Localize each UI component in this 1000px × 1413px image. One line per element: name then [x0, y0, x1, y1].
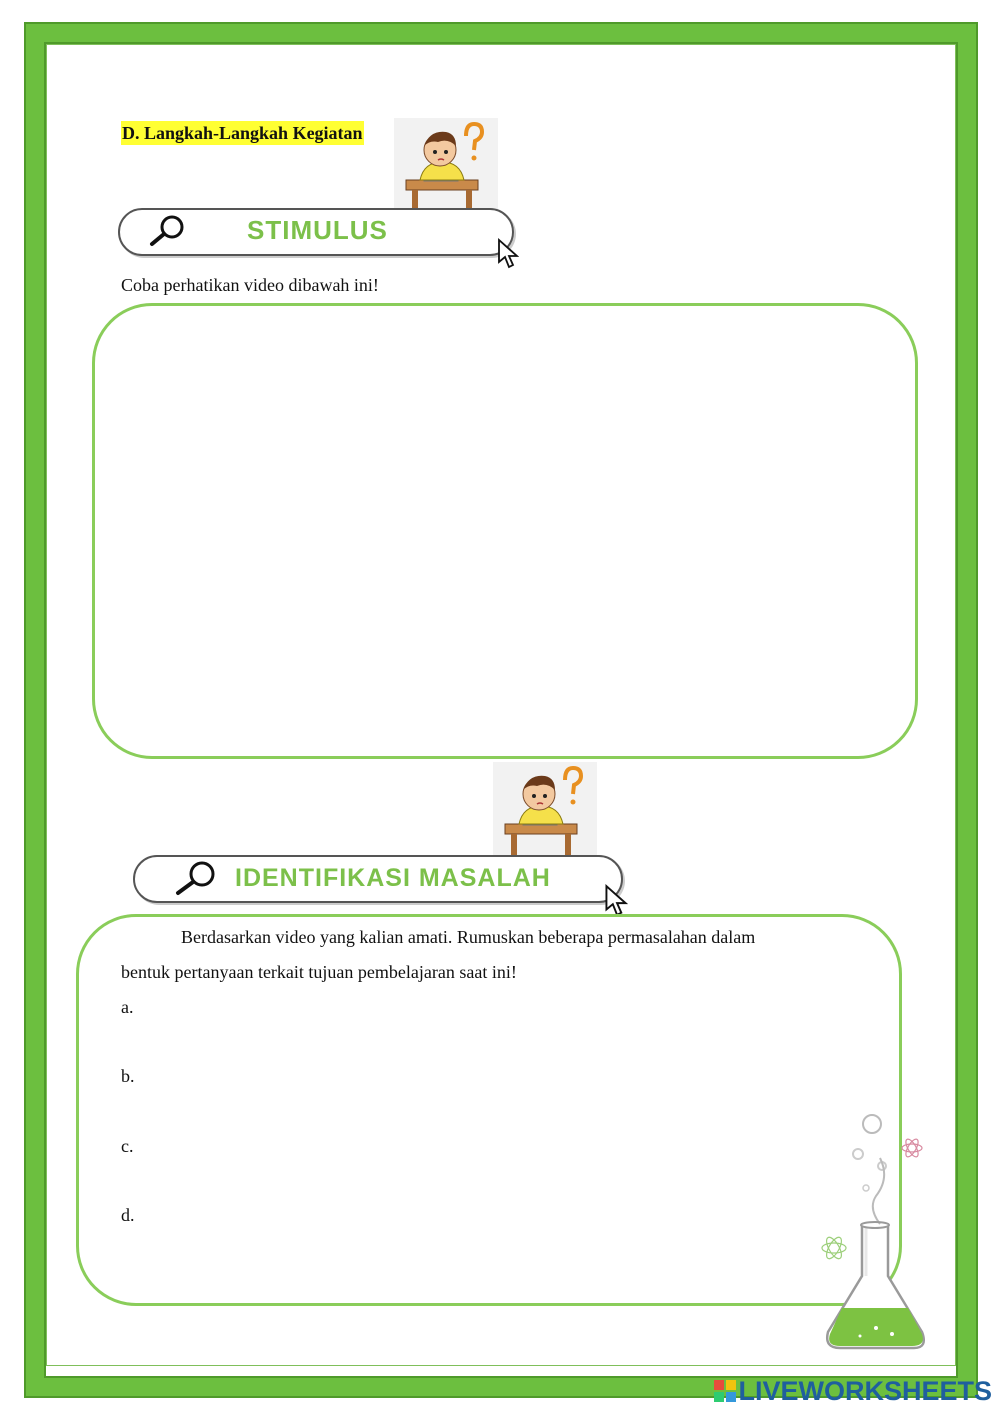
list-item-c: c. — [121, 1136, 134, 1156]
magnifier-icon — [170, 859, 220, 897]
identifikasi-title: IDENTIFIKASI MASALAH — [235, 864, 551, 892]
answer-field-a[interactable] — [150, 993, 870, 1049]
list-item-b: b. — [121, 1066, 135, 1086]
stimulus-instruction: Coba perhatikan video dibawah ini! — [121, 275, 379, 295]
video-placeholder-box[interactable] — [92, 303, 918, 759]
answer-field-c[interactable] — [150, 1132, 870, 1188]
list-item-d: d. — [121, 1205, 135, 1225]
liveworksheets-logo-text: LIVEWORKSHEETS — [738, 1376, 992, 1406]
thinking-student-illustration — [394, 118, 498, 213]
magnifier-icon — [146, 213, 190, 249]
answer-field-d[interactable] — [150, 1201, 870, 1257]
identifikasi-paragraph-line2: bentuk pertanyaan terkait tujuan pembelajaran saat ini! — [121, 962, 517, 982]
list-item-a: a. — [121, 997, 134, 1017]
liveworksheets-logo — [714, 1376, 992, 1407]
cursor-icon — [604, 884, 628, 918]
lab-flask-illustration — [806, 1108, 936, 1358]
stimulus-title: STIMULUS — [247, 215, 388, 245]
answer-field-b[interactable] — [150, 1062, 870, 1118]
cursor-icon — [497, 238, 519, 270]
thinking-student-illustration — [493, 762, 597, 857]
identifikasi-paragraph-line1: Berdasarkan video yang kalian amati. Rumuskan beberapa permasalahan dalam — [181, 927, 756, 947]
section-heading: D. Langkah-Langkah Kegiatan — [122, 123, 363, 143]
liveworksheets-badge-icon — [714, 1380, 736, 1402]
